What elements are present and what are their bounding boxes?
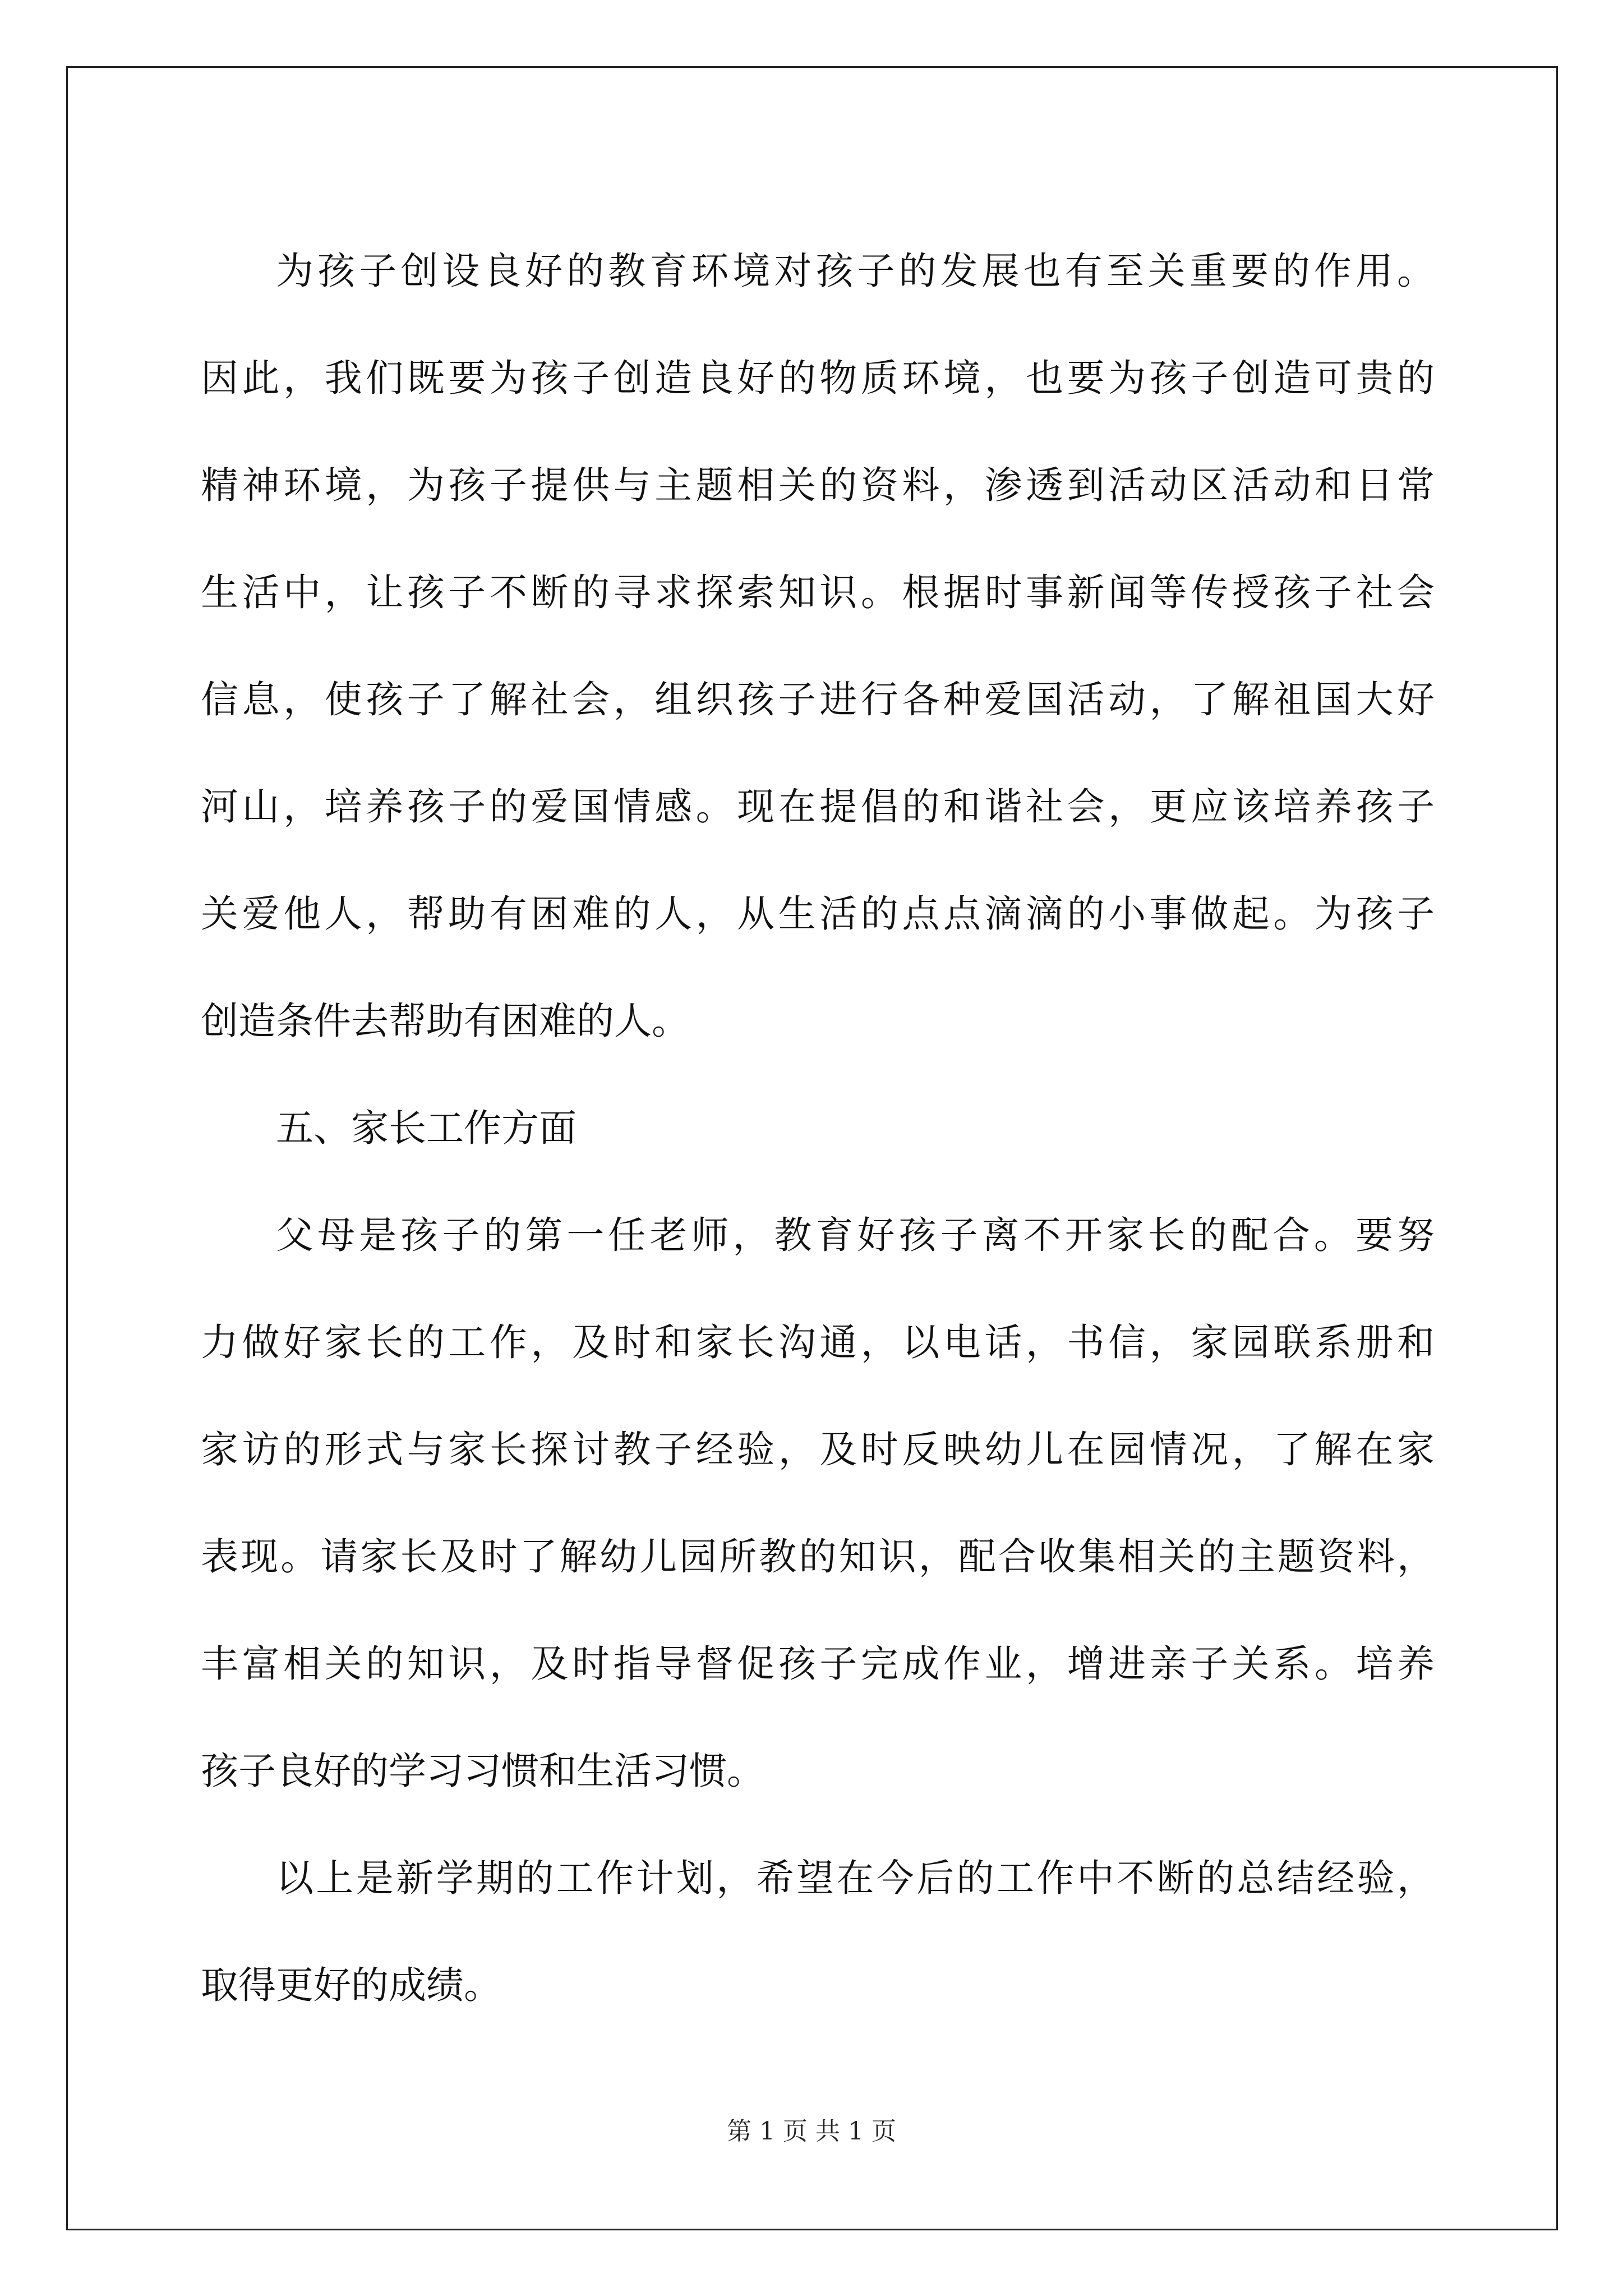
page-footer: 第 1 页 共 1 页 [727, 2117, 896, 2146]
paragraph-line: 丰富相关的知识，及时指导督促孩子完成作业，增进亲子关系。培养 [201, 1642, 1435, 1686]
paragraph-line: 河山，培养孩子的爱国情感。现在提倡的和谐社会，更应该培养孩子 [201, 785, 1435, 829]
paragraph-line: 关爱他人，帮助有困难的人，从生活的点点滴滴的小事做起。为孩子 [201, 892, 1435, 936]
paragraph-line: 创造条件去帮助有困难的人。 [201, 999, 689, 1043]
paragraph-line: 父母是孩子的第一任老师，教育好孩子离不开家长的配合。要努 [276, 1213, 1435, 1257]
paragraph-line: 孩子良好的学习习惯和生活习惯。 [201, 1749, 764, 1793]
paragraph-line: 取得更好的成绩。 [201, 1963, 501, 2007]
paragraph-line: 因此，我们既要为孩子创造良好的物质环境，也要为孩子创造可贵的 [201, 356, 1435, 400]
paragraph-line: 以上是新学期的工作计划，希望在今后的工作中不断的总结经验， [276, 1856, 1435, 1900]
paragraph-line: 生活中，让孩子不断的寻求探索知识。根据时事新闻等传授孩子社会 [201, 570, 1435, 614]
paragraph-line: 为孩子创设良好的教育环境对孩子的发展也有至关重要的作用。 [276, 249, 1435, 293]
document-body [201, 218, 1435, 2039]
paragraph-line: 力做好家长的工作，及时和家长沟通，以电话，书信，家园联系册和 [201, 1320, 1435, 1364]
paragraph-line: 信息，使孩子了解社会，组织孩子进行各种爱国活动，了解祖国大好 [201, 678, 1435, 721]
paragraph-line: 表现。请家长及时了解幼儿园所教的知识，配合收集相关的主题资料， [201, 1535, 1435, 1579]
paragraph-line: 家访的形式与家长探讨教子经验，及时反映幼儿在园情况，了解在家 [201, 1428, 1435, 1471]
section-heading: 五、家长工作方面 [276, 1106, 577, 1150]
paragraph-line: 精神环境，为孩子提供与主题相关的资料，渗透到活动区活动和日常 [201, 463, 1435, 507]
